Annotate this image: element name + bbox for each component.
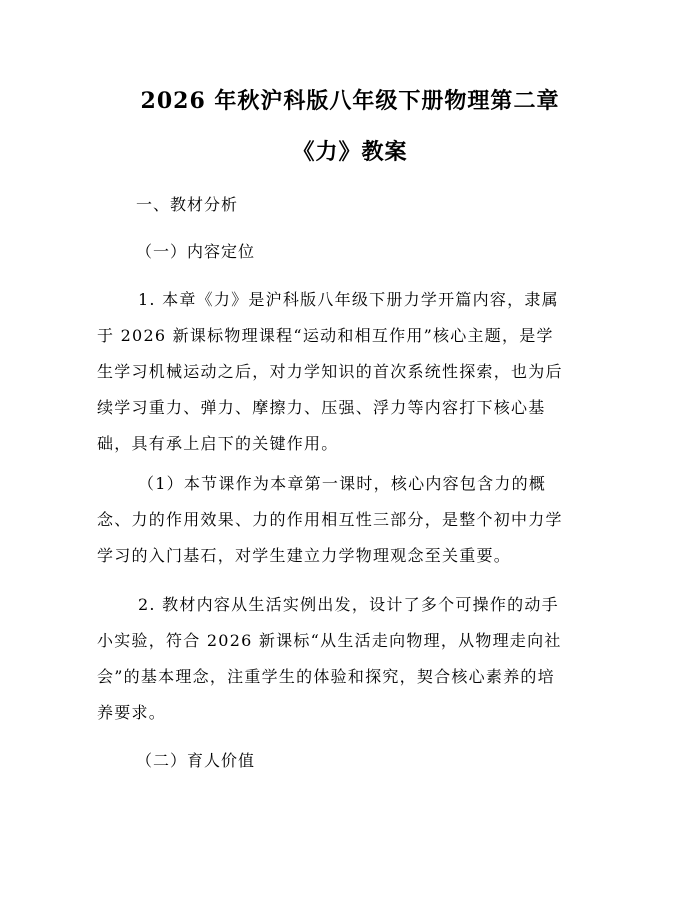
paragraph-line: 会”的基本理念，注重学生的体验和探究，契合核心素养的培 [97, 667, 555, 686]
paragraph-content-positioning-2 [97, 587, 603, 731]
section-heading-textbook-analysis: 一、教材分析 [136, 195, 239, 214]
paragraph-line: （1）本节课作为本章第一课时，核心内容包含力的概 [138, 474, 547, 493]
paragraph-line: 1. 本章《力》是沪科版八年级下册力学开篇内容，隶属 [138, 290, 559, 309]
paragraph-line: 念、力的作用效果、力的作用相互性三部分，是整个初中力学 [97, 510, 563, 529]
subsection-heading-content-positioning: （一）内容定位 [136, 242, 256, 261]
paragraph-line: 生学习机械运动之后，对力学知识的首次系统性探索，也为后 [97, 362, 563, 381]
paragraph-line: 于 2026 新课标物理课程“运动和相互作用”核心主题，是学 [97, 326, 554, 345]
document-title-line-1: 2026 年秋沪科版八年级下册物理第二章 [140, 88, 560, 114]
paragraph-line: 础，具有承上启下的关键作用。 [97, 434, 339, 453]
paragraph-content-positioning-1 [97, 282, 603, 462]
paragraph-line: 续学习重力、弹力、摩擦力、压强、浮力等内容打下核心基 [97, 398, 546, 417]
paragraph-line: 养要求。 [97, 703, 167, 722]
paragraph-line: 2. 教材内容从生活实例出发，设计了多个可操作的动手 [138, 595, 559, 614]
subsection-heading-educational-value: （二）育人价值 [136, 751, 256, 770]
paragraph-line: 学习的入门基石，对学生建立力学物理观念至关重要。 [97, 546, 512, 565]
document-title-line-2: 《力》教案 [292, 139, 408, 165]
paragraph-line: 小实验，符合 2026 新课标“从生活走向物理，从物理走向社 [97, 631, 562, 650]
paragraph-lesson-focus [97, 466, 603, 574]
